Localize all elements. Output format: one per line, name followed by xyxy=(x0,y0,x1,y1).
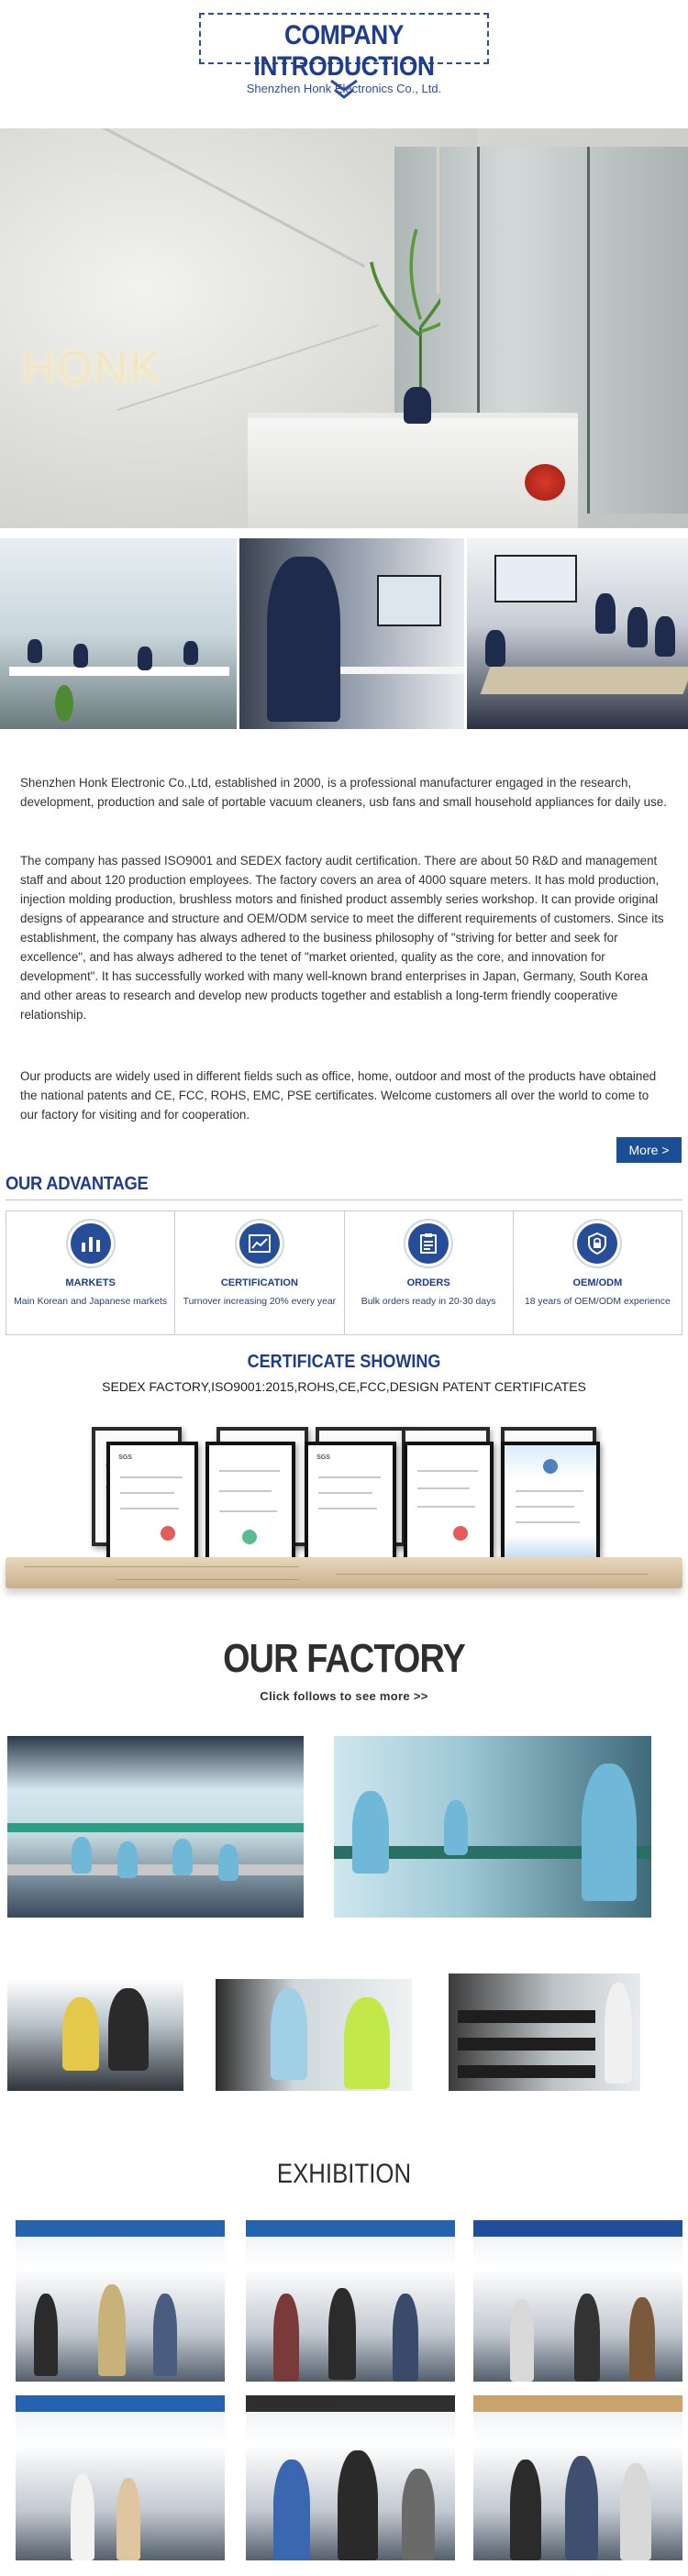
meeting-room-photo xyxy=(467,538,688,729)
lock-shield-icon xyxy=(587,1233,607,1255)
wooden-shelf xyxy=(6,1557,682,1588)
advantage-label: ORDERS xyxy=(406,1277,450,1288)
advantage-label: OEM/ODM xyxy=(572,1277,623,1288)
advantage-text: 18 years of OEM/ODM experience xyxy=(524,1297,671,1307)
intro-paragraph-2: The company has passed ISO9001 and SEDEX factory audit certification. There are about 50 R&D and management staff and about 120 production employees. The factory covers an area of 4000 square meters. It has mold production, injection molding production, brushless motors and finished product assembly series workshop. It can provide original designs of appearance and structure and OEM/ODM service to meet the different requirements of customers. Since its establishment, the company has always adhered to the business philosophy of "striving for better and seek for excellence", and has always adhered to the tenet of "market oriented, quality as the core, and innovation for development". It has successfully worked with many well-known brand enterprises in Japan, Germany, South Korea and other areas to research and develop new products together and establish a long-term friendly cooperative relationship. xyxy=(20,854,664,1022)
factory-see-more-link[interactable]: Click follows to see more >> xyxy=(260,1689,428,1703)
exhibition-title: EXHIBITION xyxy=(276,2159,412,2189)
booth-sign xyxy=(246,2220,455,2237)
advantage-oem-odm xyxy=(514,1211,682,1334)
booth-sign xyxy=(16,2395,225,2412)
office-lobby-photo xyxy=(0,128,688,528)
bar-chart-icon xyxy=(80,1233,102,1254)
intro-header xyxy=(0,0,688,119)
advantage-markets xyxy=(6,1211,175,1334)
advantage-label: MARKETS xyxy=(65,1277,116,1288)
exhibition-booth-photo[interactable] xyxy=(16,2395,225,2560)
company-logo-sign: HONK xyxy=(22,342,162,393)
booth-sign xyxy=(473,2220,682,2237)
intro-paragraph-1: Shenzhen Honk Electronic Co.,Ltd, established in 2000, is a professional manufacturer engaged in the research, development, production and sale of portable vacuum cleaners, usb fans and small household appliances for daily use. xyxy=(20,776,667,809)
certificate-image xyxy=(501,1442,600,1561)
factory-workers-photo[interactable] xyxy=(334,1736,651,1918)
certificate-title: CERTIFICATE SHOWING xyxy=(247,1352,441,1372)
more-button[interactable]: More > xyxy=(616,1137,682,1163)
clipboard-icon xyxy=(419,1233,438,1255)
advantage-text: Main Korean and Japanese markets xyxy=(14,1297,168,1307)
open-office-photo xyxy=(0,538,237,729)
factory-title: OUR FACTORY xyxy=(223,1636,465,1681)
booth-sign xyxy=(246,2395,455,2412)
page-title: COMPANY INTRODUCTION xyxy=(253,20,435,82)
factory-inspection-photo[interactable] xyxy=(7,1979,183,2091)
advantage-certification xyxy=(175,1211,344,1334)
advantage-label: CERTIFICATION xyxy=(220,1277,298,1288)
factory-products-photo[interactable] xyxy=(449,1973,640,2091)
intro-title-box xyxy=(199,13,489,95)
exhibition-booth-photo[interactable] xyxy=(246,2395,455,2560)
certificate-image xyxy=(404,1442,494,1561)
engineer-desk-photo xyxy=(239,538,464,729)
certificate-image: SGS xyxy=(305,1442,396,1561)
advantage-title: OUR ADVANTAGE xyxy=(6,1174,149,1194)
company-subtitle: Shenzhen Honk Electronics Co., Ltd. xyxy=(246,82,442,95)
booth-sign xyxy=(473,2395,682,2412)
exhibition-booth-photo[interactable] xyxy=(246,2220,455,2382)
factory-assembly-line-photo[interactable] xyxy=(7,1736,304,1918)
booth-sign xyxy=(16,2220,225,2237)
exhibition-booth-photo[interactable] xyxy=(473,2395,682,2560)
intro-paragraph-3: Our products are widely used in different fields such as office, home, outdoor and most of the products have obtained the national patents and CE, FCC, ROHS, EMC, PSE certificates. Welcome customers all over the world to come to our factory for visiting and for cooperation. xyxy=(20,1069,657,1122)
certificate-shelf xyxy=(6,1418,682,1598)
advantage-text: Bulk orders ready in 20-30 days xyxy=(361,1297,496,1307)
factory-testing-photo[interactable] xyxy=(216,1979,412,2091)
advantage-orders xyxy=(345,1211,514,1334)
exhibition-booth-photo[interactable] xyxy=(473,2220,682,2382)
certificate-image: SGS xyxy=(106,1442,198,1561)
certificate-subtitle: SEDEX FACTORY,ISO9001:2015,ROHS,CE,FCC,DESIGN PATENT CERTIFICATES xyxy=(102,1379,586,1394)
trend-chart-icon xyxy=(248,1233,272,1254)
double-chevron-down-icon xyxy=(327,77,361,105)
certificate-image xyxy=(205,1442,295,1561)
office-photo-row xyxy=(0,538,688,729)
advantage-grid xyxy=(6,1211,682,1335)
exhibition-booth-photo[interactable] xyxy=(16,2220,225,2382)
advantage-text: Turnover increasing 20% every year xyxy=(183,1297,337,1307)
